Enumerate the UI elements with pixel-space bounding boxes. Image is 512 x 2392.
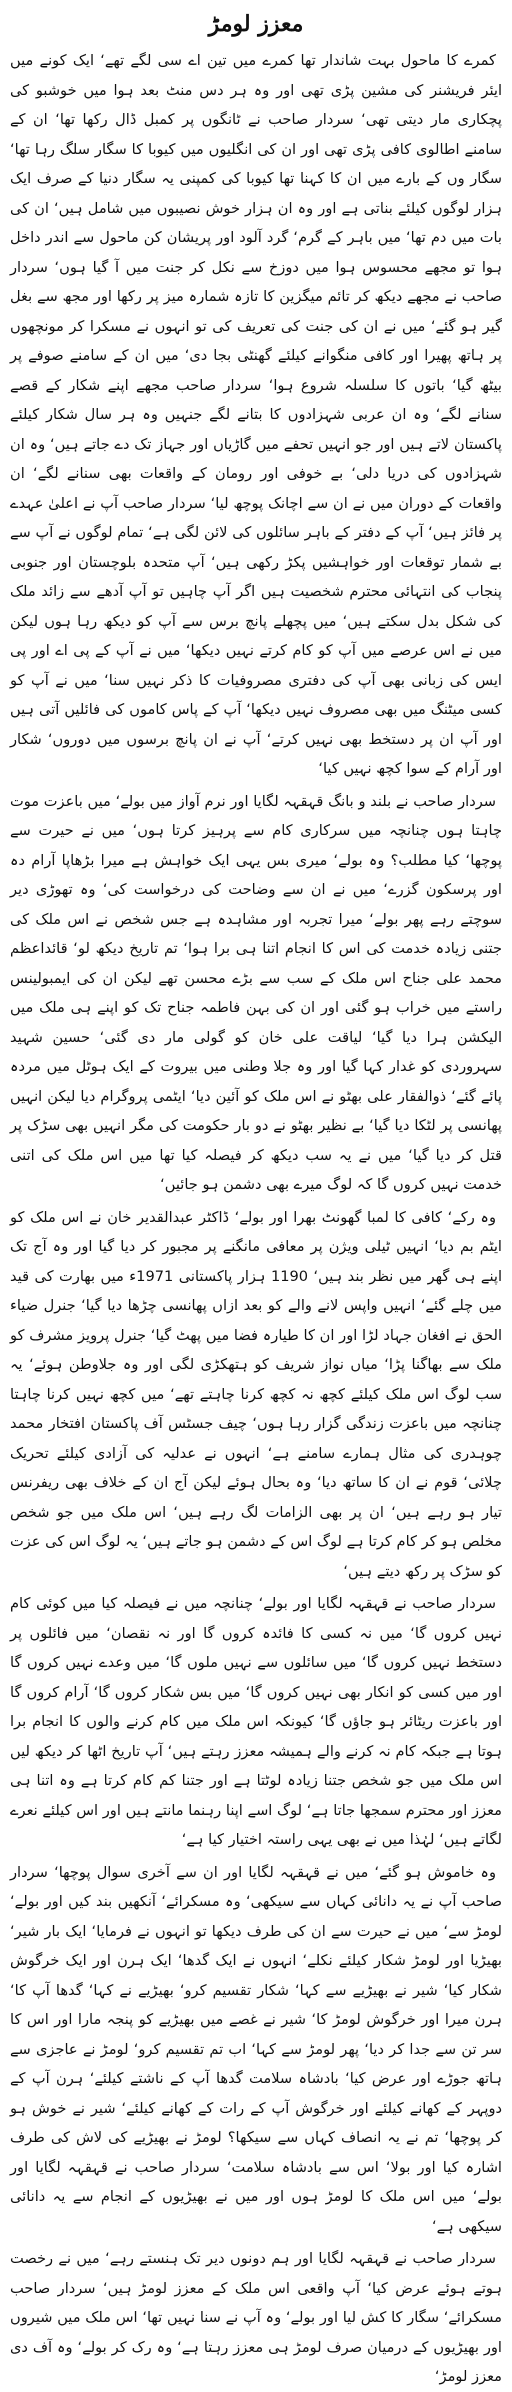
column-body — [10, 46, 502, 2392]
paragraph: وہ خاموش ہو گئے‘ میں نے قہقہہ لگایا اور ان سے آخری سوال پوچھا‘ سردار صاحب آپ نے یہ دانائی کہاں سے سیکھی‘ وہ مسکرائے‘ آنکھیں بند کیں اور بولے‘ لومڑ سے‘ میں نے حیرت سے ان کی طرف دیکھا تو انہوں نے فرمایا‘ ایک بار شیر‘ بھیڑیا اور لومڑ شکار کیلئے نکلے‘ انہوں نے ایک گدھا‘ ایک ہرن اور ایک خرگوش شکار کیا‘ شیر نے بھیڑیے سے کہا‘ شکار تقسیم کرو‘ بھیڑیے نے کہا‘ گدھا آپ کا‘ ہرن میرا اور خرگوش لومڑ کا‘ شیر نے غصے میں بھیڑیے کو پنجہ مارا اور اس کا سر تن سے جدا کر دیا‘ پھر لومڑ سے کہا‘ اب تم تقسیم کرو‘ لومڑ نے عاجزی سے ہاتھ جوڑے اور عرض کیا‘ بادشاہ سلامت گدھا آپ کے ناشتے کیلئے‘ ہرن آپ کے دوپہر کے کھانے کیلئے اور خرگوش آپ کے رات کے کھانے کیلئے‘ شیر نے خوش ہو کر پوچھا‘ تم نے یہ انصاف کہاں سے سیکھا؟ لومڑ نے بھیڑیے کی لاش کی طرف اشارہ کیا اور بولا‘ اس سے بادشاہ سلامت‘ سردار صاحب نے قہقہہ لگایا اور بولے‘ میں اس ملک کا لومڑ ہوں اور میں نے بھیڑیوں کے انجام سے یہ دانائی سیکھی ہے‘ — [10, 1863, 502, 2235]
paragraph: کمرے کا ماحول بہت شاندار تھا کمرے میں تین اے سی لگے تھے‘ ایک کونے میں ایئر فریشنر کی مشین پڑی تھی اور وہ ہر دس منٹ بعد ہوا میں خوشبو کی پچکاری مار دیتی تھی‘ سردار صاحب نے ٹانگوں پر کمبل ڈال رکھا تھا‘ ان کے سامنے اطالوی کافی پڑی تھی اور ان کی انگلیوں میں کیوبا کا سگار سلگ رہا تھا‘ سگار وں کے بارے میں ان کا کہنا تھا کیوبا کی کمپنی یہ سگار دنیا کے صرف ایک ہزار لوگوں کیلئے بناتی ہے اور وہ ان ہزار خوش نصیبوں میں شامل ہیں‘ ان کی بات میں دم تھا‘ میں باہر کے گرم‘ گرد آلود اور پریشان کن ماحول سے اندر داخل ہوا تو مجھے محسوس ہوا میں دوزخ سے نکل کر جنت میں آ گیا ہوں‘ سردار صاحب نے مجھے دیکھ کر تائم میگزین کا تازہ شمارہ میز پر رکھا اور مجھ سے بغل گیر ہو گئے‘ میں نے ان کی جنت کی تعریف کی تو انہوں نے مسکرا کر مونچھوں پر ہاتھ پھیرا اور کافی منگوانے کیلئے گھنٹی بجا دی‘ میں ان کے سامنے صوفے پر بیٹھ گیا‘ باتوں کا سلسلہ شروع ہوا‘ سردار صاحب مجھے اپنے شکار کے قصے سنانے لگے‘ وہ ان عربی شہزادوں کا بتانے لگے جنہیں وہ ہر سال شکار کیلئے پاکستان لاتے ہیں اور جو انہیں تحفے میں گاڑیاں اور جہاز تک دے جاتے ہیں‘ وہ ان شہزادوں کی دریا دلی‘ بے خوفی اور رومان کے واقعات بھی سنانے لگے‘ ان واقعات کے دوران میں نے ان سے اچانک پوچھ لیا‘ سردار صاحب آپ نے اعلیٰ عہدے پر فائز ہیں‘ آپ کے دفتر کے باہر سائلوں کی لائن لگی ہے‘ تمام لوگوں نے آپ سے بے شمار توقعات اور خواہشیں پکڑ رکھی ہیں‘ آپ متحدہ بلوچستان اور جنوبی پنجاب کی انتہائی محترم شخصیت ہیں اگر آپ چاہیں تو آپ آدھے سے زائد ملک کی شکل بدل سکتے ہیں‘ میں پچھلے پانچ برس سے آپ کو دیکھ رہا ہوں لیکن میں نے اس عرصے میں آپ کو کام کرتے نہیں دیکھا‘ میں نے آپ کے پی اے اور پی ایس کی زبانی بھی آپ کی دفتری مصروفیات کا ذکر نہیں سنا‘ میں نے آپ کو کسی میٹنگ میں بھی مصروف نہیں دیکھا‘ آپ کے پاس کاموں کی فائلیں آتی ہیں اور آپ ان پر دستخط بھی نہیں کرتے‘ آپ نے ان پانچ برسوں میں دوروں‘ شکار اور آرام کے سوا کچھ نہیں کیا‘ — [10, 52, 502, 777]
paragraph: سردار صاحب نے قہقہہ لگایا اور ہم دونوں دیر تک ہنستے رہے‘ میں نے رخصت ہوتے ہوئے عرض کیا‘ آپ واقعی اس ملک کے معزز لومڑ ہیں‘ سردار صاحب مسکرائے‘ سگار کا کش لیا اور بولے‘ وہ آپ نے سنا نہیں تھا‘ اس ملک میں شیروں اور بھیڑیوں کے درمیان صرف لومڑ ہی معزز رہتا ہے‘ وہ رک کر بولے‘ وہ آف دی معزز لومڑ‘ — [10, 2250, 502, 2385]
paragraph: سردار صاحب نے بلند و بانگ قہقہہ لگایا اور نرم آواز میں بولے‘ میں باعزت موت چاہتا ہوں چنانچہ میں سرکاری کام سے پرہیز کرتا ہوں‘ میں نے حیرت سے پوچھا‘ کیا مطلب؟ وہ بولے‘ میری بس یہی ایک خواہش ہے میرا بڑھاپا آرام دہ اور پرسکون گزرے‘ میں نے ان سے وضاحت کی درخواست کی‘ وہ تھوڑی دیر سوچتے رہے پھر بولے‘ میرا تجربہ اور مشاہدہ ہے جس شخص نے اس ملک کی جتنی زیادہ خدمت کی اس کا انجام اتنا ہی برا ہوا‘ تم تاریخ دیکھ لو‘ قائداعظم محمد علی جناح اس ملک کے سب سے بڑے محسن تھے لیکن ان کی ایمبولینس راستے میں خراب ہو گئی اور ان کی بہن فاطمہ جناح تک کو اپنے ہی ملک میں الیکشن ہرا دیا گیا‘ لیاقت علی خان کو گولی مار دی گئی‘ حسین شہید سہروردی کو غدار کہا گیا اور وہ جلا وطنی میں بیروت کے ایک ہوٹل میں مردہ پائے گئے‘ ذوالفقار علی بھٹو نے اس ملک کو آئین دیا‘ ایٹمی پروگرام دیا لیکن انہیں پھانسی پر لٹکا دیا گیا‘ بے نظیر بھٹو نے دو بار حکومت کی مگر انہیں بھی سڑک پر قتل کر دیا گیا‘ میں نے یہ سب دیکھ کر فیصلہ کیا تھا میں اس ملک کی اتنی خدمت نہیں کروں گا کہ لوگ میرے بھی دشمن ہو جائیں‘ — [10, 792, 502, 1193]
column-headline: معزز لومڑ — [208, 11, 304, 37]
paragraph: وہ رکے‘ کافی کا لمبا گھونٹ بھرا اور بولے‘ ڈاکٹر عبدالقدیر خان نے اس ملک کو ایٹم بم دیا‘ انہیں ٹیلی ویژن پر معافی مانگنے پر مجبور کر دیا گیا اور وہ آج تک اپنے ہی گھر میں نظر بند ہیں‘ 1190 ہزار پاکستانی 1971ء میں بھارت کی قید میں چلے گئے‘ انہیں واپس لانے والے کو بعد ازاں پھانسی چڑھا دیا گیا‘ جنرل ضیاء الحق نے افغان جہاد لڑا اور ان کا طیارہ فضا میں پھٹ گیا‘ جنرل پرویز مشرف کو ملک سے بھاگنا پڑا‘ میاں نواز شریف کو ہتھکڑی لگی اور وہ جلاوطن ہوئے‘ یہ سب لوگ اس ملک کیلئے کچھ نہ کچھ کرنا چاہتے تھے‘ میں کچھ نہیں کرنا چاہتا چنانچہ میں باعزت زندگی گزار رہا ہوں‘ چیف جسٹس آف پاکستان افتخار محمد چوہدری کی مثال ہمارے سامنے ہے‘ انہوں نے عدلیہ کی آزادی کیلئے تحریک چلائی‘ قوم نے ان کا ساتھ دیا‘ وہ بحال ہوئے لیکن آج ان کے خلاف بھی ریفرنس تیار ہو رہے ہیں‘ ان پر بھی الزامات لگ رہے ہیں‘ اس ملک میں جو شخص مخلص ہو کر کام کرتا ہے لوگ اس کے دشمن ہو جاتے ہیں‘ یہ لوگ اس کی عزت کو سڑک پر رکھ دیتے ہیں‘ — [10, 1208, 502, 1580]
paragraph: سردار صاحب نے قہقہہ لگایا اور بولے‘ چنانچہ میں نے فیصلہ کیا میں کوئی کام نہیں کروں گا‘ میں نہ کسی کا فائدہ کروں گا اور نہ نقصان‘ میں فائلوں پر دستخط نہیں کروں گا‘ میں سائلوں سے نہیں ملوں گا‘ میں وعدے نہیں کروں گا اور میں کسی کو انکار بھی نہیں کروں گا‘ میں بس شکار کروں گا‘ آرام کروں گا اور باعزت ریٹائر ہو جاؤں گا‘ کیونکہ اس ملک میں کام کرنے والوں کا انجام برا ہوتا ہے جبکہ کام نہ کرنے والے ہمیشہ معزز رہتے ہیں‘ آپ تاریخ اٹھا کر دیکھ لیں اس ملک میں جو شخص جتنا زیادہ لوٹتا ہے اور جتنا کم کام کرتا ہے وہ اتنا ہی معزز اور محترم سمجھا جاتا ہے‘ لوگ اسے اپنا رہنما مانتے ہیں اور اس کیلئے نعرے لگاتے ہیں‘ لہٰذا میں نے بھی یہی راستہ اختیار کیا ہے‘ — [10, 1595, 502, 1848]
